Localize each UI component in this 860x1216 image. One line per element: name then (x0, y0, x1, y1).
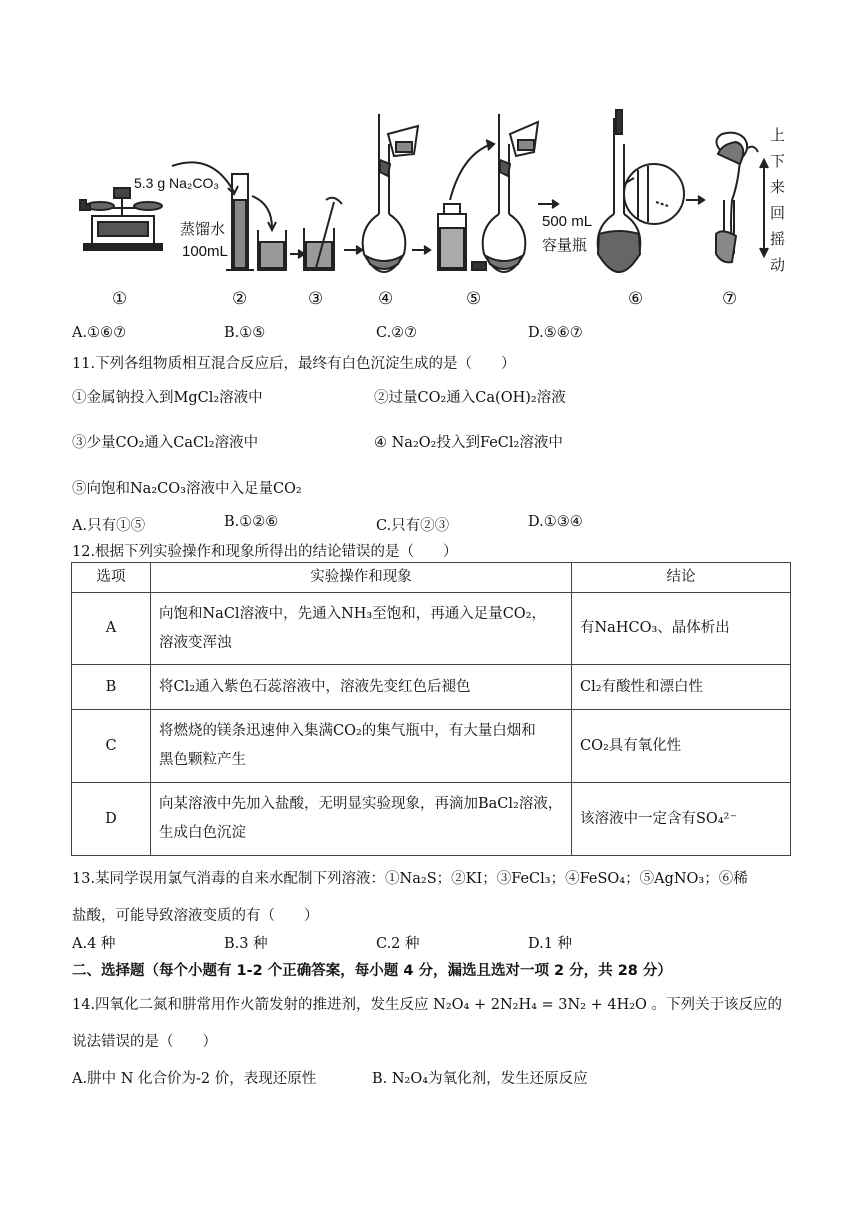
svg-text:来: 来 (770, 178, 786, 196)
q10-option-d[interactable]: D.⑤⑥⑦ (528, 325, 583, 341)
row-operation: 向某溶液中先加入盐酸，无明显实验现象，再滴加BaCl₂溶液， 生成白色沉淀 (151, 783, 572, 856)
row-operation: 将燃烧的镁条迅速伸入集满CO₂的集气瓶中，有大量白烟和 黑色颗粒产生 (151, 710, 572, 783)
svg-text:下: 下 (770, 152, 786, 170)
q10-options (72, 325, 792, 341)
beaker-stirring-icon (304, 198, 342, 270)
row-option: A (72, 593, 151, 665)
beaker-icon (258, 230, 286, 270)
row-operation: 将Cl₂通入紫色石蕊溶液中，溶液先变红色后褪色 (151, 665, 572, 710)
q11-item-1: ①金属钠投入到MgCl₂溶液中 (72, 390, 263, 406)
q13-option-c[interactable]: C.2 种 (376, 936, 420, 952)
q11-stem: 11.下列各组物质相互混合反应后，最终有白色沉淀生成的是（ ） (72, 356, 516, 372)
q11-item-3: ③少量CO₂通入CaCl₂溶液中 (72, 435, 259, 451)
volumetric-flask-pour-icon (483, 114, 538, 272)
q11-item-5: ⑤向饱和Na₂CO₃溶液中入足量CO₂ (72, 481, 302, 497)
q11-item-4: ④ Na₂O₂投入到FeCl₂溶液中 (374, 435, 563, 451)
shaking-flask-icon (716, 133, 758, 263)
header-option: 选项 (72, 563, 151, 593)
step-labels (112, 289, 737, 309)
q11-option-b[interactable]: B.①②⑥ (224, 514, 279, 530)
svg-text:100mL: 100mL (182, 243, 228, 260)
up-down-arrow-icon (760, 160, 768, 256)
table-header-row (72, 563, 791, 593)
row-option: B (72, 665, 151, 710)
q13-option-b[interactable]: B.3 种 (224, 936, 268, 952)
row-operation: 向饱和NaCl溶液中，先通入NH₃至饱和，再通入足量CO₂， 溶液变浑浊 (151, 593, 572, 665)
svg-text:蒸馏水: 蒸馏水 (180, 220, 226, 238)
q14-option-b[interactable]: B. N₂O₄为氧化剂，发生还原反应 (372, 1071, 588, 1087)
q11-option-d[interactable]: D.①③④ (528, 514, 583, 530)
graduated-cylinder-icon (226, 174, 254, 270)
svg-text:容量瓶: 容量瓶 (542, 236, 588, 254)
q14-option-a[interactable]: A.肼中 N 化合价为-2 价，表现还原性 (72, 1071, 317, 1087)
row-conclusion: Cl₂有酸性和漂白性 (572, 665, 791, 710)
flask-dropper-icon (598, 110, 684, 272)
svg-text:④: ④ (378, 289, 394, 309)
header-operation: 实验操作和现象 (151, 563, 572, 593)
svg-text:③: ③ (308, 289, 324, 309)
row-option: D (72, 783, 151, 856)
q14-stem-line2: 说法错误的是（ ） (72, 1034, 217, 1050)
table-row (72, 665, 791, 710)
q13-options (72, 932, 792, 953)
q11-options (72, 514, 792, 535)
svg-text:⑤: ⑤ (466, 289, 482, 309)
section-heading: 二、选择题（每个小题有 1-2 个正确答案，每小题 4 分，漏选且选对一项 2 分，共 28 分） (72, 963, 672, 979)
svg-text:动: 动 (770, 256, 786, 274)
shake-label (770, 126, 785, 274)
row-option: C (72, 710, 151, 783)
svg-text:②: ② (232, 289, 248, 309)
q13-option-a[interactable]: A.4 种 (72, 936, 116, 952)
q12-table (71, 562, 791, 856)
q13-stem-line1: 13.某同学误用氯气消毒的自来水配制下列溶液：①Na₂S；②KI；③FeCl₃；④FeSO₄；⑤AgNO₃；⑥稀 (72, 871, 748, 887)
q11-item-2: ②过量CO₂通入Ca(OH)₂溶液 (374, 390, 566, 406)
wash-bottle-icon (438, 204, 486, 270)
svg-text:5.3 g Na₂CO₃: 5.3 g Na₂CO₃ (134, 175, 220, 191)
svg-text:⑥: ⑥ (628, 289, 644, 309)
table-row (72, 783, 791, 856)
row-conclusion: CO₂具有氧化性 (572, 710, 791, 783)
q13-stem-line2: 盐酸，可能导致溶液变质的有（ ） (72, 908, 319, 924)
svg-text:500 mL: 500 mL (542, 213, 593, 230)
volumetric-flask-icon (363, 114, 418, 272)
table-row (72, 710, 791, 783)
q14-stem-line1: 14.四氧化二氮和肼常用作火箭发射的推进剂，发生反应 N₂O₄ + 2N₂H₄ = 3N₂ + 4H₂O 。下列关于该反应的 (72, 997, 783, 1013)
balance-icon (80, 188, 162, 250)
q10-option-c[interactable]: C.②⑦ (376, 325, 418, 341)
table-row (72, 593, 791, 665)
svg-text:⑦: ⑦ (722, 289, 738, 309)
header-conclusion: 结论 (572, 563, 791, 593)
q11-option-c[interactable]: C.只有②③ (376, 518, 450, 534)
svg-text:摇: 摇 (770, 230, 786, 248)
q10-option-b[interactable]: B.①⑤ (224, 325, 266, 341)
svg-text:①: ① (112, 289, 128, 309)
q13-option-d[interactable]: D.1 种 (528, 936, 573, 952)
row-conclusion: 该溶液中一定含有SO₄²⁻ (572, 783, 791, 856)
svg-text:回: 回 (770, 204, 786, 222)
q10-option-a[interactable]: A.①⑥⑦ (72, 325, 127, 341)
q11-option-a[interactable]: A.只有①⑤ (72, 518, 146, 534)
experiment-figure (72, 104, 792, 314)
row-conclusion: 有NaHCO₃、晶体析出 (572, 593, 791, 665)
q12-stem: 12.根据下列实验操作和现象所得出的结论错误的是（ ） (72, 544, 458, 560)
svg-text:上: 上 (770, 126, 786, 144)
